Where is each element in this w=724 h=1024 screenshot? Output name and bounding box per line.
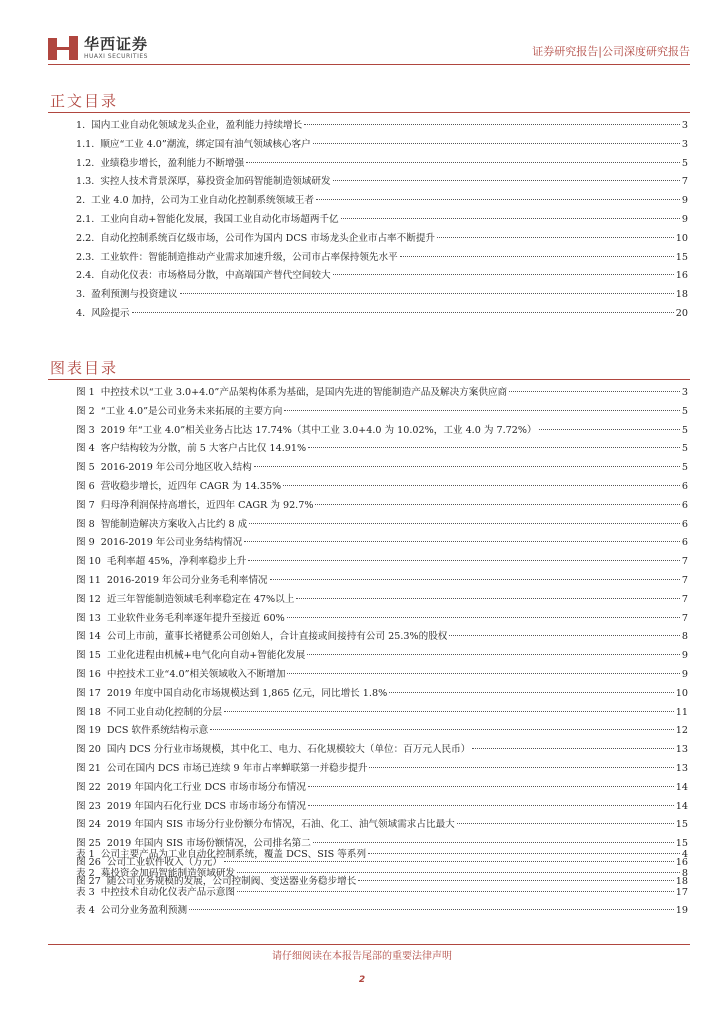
toc-leader-dots xyxy=(287,617,680,618)
figures-list xyxy=(76,384,688,892)
toc-entry-text: 2019 年国内 SIS 市场份额情况，公司排名第二 xyxy=(106,838,311,850)
footer-divider xyxy=(48,944,690,945)
toc-entry-text: 公司分业务盈利预测 xyxy=(100,905,188,917)
toc-entry-page: 9 xyxy=(681,668,688,680)
toc-leader-dots xyxy=(369,767,673,768)
toc-entry-text: 智能制造解决方案收入占比约 8 成 xyxy=(100,518,248,530)
toc-entry-page: 15 xyxy=(675,819,688,831)
toc-entry-text: 募投资金加码智能制造领域研发 xyxy=(100,867,236,879)
toc-leader-dots xyxy=(254,466,680,467)
toc-entry-number: 图 14 xyxy=(76,631,101,643)
toc-leader-dots xyxy=(400,256,674,257)
toc-entry[interactable] xyxy=(76,136,688,155)
toc-entry[interactable] xyxy=(76,440,688,459)
toc-entry-number: 图 2 xyxy=(76,405,95,417)
toc-entry-page: 16 xyxy=(675,270,688,282)
toc-entry-number: 表 3 xyxy=(76,886,95,898)
toc-leader-dots xyxy=(437,237,674,238)
toc-entry[interactable] xyxy=(76,478,688,497)
toc-entry[interactable] xyxy=(76,798,688,817)
toc-entry-text: 公司在国内 DCS 市场已连续 9 年市占率蝉联第一并稳步提升 xyxy=(106,762,368,774)
toc-leader-dots xyxy=(237,891,674,892)
toc-leader-dots xyxy=(389,692,674,693)
toc-leader-dots xyxy=(248,560,680,561)
toc-entry[interactable] xyxy=(76,497,688,516)
toc-entry-page: 3 xyxy=(681,120,688,131)
toc-leader-dots xyxy=(457,823,674,824)
toc-leader-dots xyxy=(246,162,680,163)
toc-entry-text: DCS 软件系统结构示意 xyxy=(106,725,209,737)
toc-entry-page: 7 xyxy=(681,556,688,568)
toc-entry-text: 2016-2019 年公司分业务毛利率情况 xyxy=(106,574,268,586)
toc-entry-text: 工业软件：智能制造推动产业需求加速升级，公司市占率保持领先水平 xyxy=(100,251,398,263)
toc-entry-page: 6 xyxy=(681,518,688,530)
toc-entry-text: 中控技术工业“4.0”相关领域收入不断增加 xyxy=(106,668,286,680)
toc-entry-number: 表 1 xyxy=(76,849,95,860)
toc-leader-dots xyxy=(313,842,674,843)
toc-entry[interactable] xyxy=(76,117,688,136)
toc-entry-page: 11 xyxy=(675,706,688,718)
toc-entry-page: 6 xyxy=(681,499,688,511)
toc-entry-page: 9 xyxy=(681,195,688,207)
toc-entry-text: 实控人技术背景深厚，募投资金加码智能制造领域研发 xyxy=(100,176,331,188)
toc-entry-page: 6 xyxy=(681,480,688,492)
toc-leader-dots xyxy=(132,312,674,313)
toc-leader-dots xyxy=(180,293,674,294)
toc-entry-page: 18 xyxy=(675,289,688,301)
toc-entry[interactable] xyxy=(76,902,688,921)
toc-entry-text: 盈利预测与投资建议 xyxy=(91,289,178,301)
toc-entry-number: 图 27 xyxy=(76,875,101,887)
brand-name-cn: 华西证券 xyxy=(84,35,149,53)
toc-entry-number: 图 8 xyxy=(76,518,95,530)
toc-entry-text: 公司主要产品为工业自动化控制系统，覆盖 DCS、SIS 等系列 xyxy=(100,849,367,860)
brand-name-en: HUAXI SECURITIES xyxy=(84,53,148,60)
toc-entry-page: 19 xyxy=(675,905,688,917)
toc-entry[interactable] xyxy=(76,384,688,403)
toc-entry-text: “工业 4.0”是公司业务未来拓展的主要方向 xyxy=(100,405,283,417)
toc-entry-number: 1. xyxy=(76,120,86,131)
toc-entry-text: 毛利率超 45%，净利率稳步上升 xyxy=(106,556,247,568)
legal-disclaimer: 请仔细阅读在本报告尾部的重要法律声明 xyxy=(272,951,452,962)
toc-entry[interactable] xyxy=(76,666,688,685)
toc-entry-text: 2019 年国内石化行业 DCS 市场市场分布情况 xyxy=(106,800,306,812)
header-divider xyxy=(48,64,690,65)
toc-entry-page: 5 xyxy=(681,462,688,474)
toc-entry-number: 图 9 xyxy=(76,537,95,549)
toc-entry-number: 图 6 xyxy=(76,480,95,492)
toc-entry[interactable] xyxy=(76,534,688,553)
toc-entry-number: 2.1. xyxy=(76,213,95,225)
toc-entry[interactable] xyxy=(76,628,688,647)
toc-entry-text: 工业化进程由机械+电气化向自动+智能化发展 xyxy=(106,650,306,662)
toc-entry-text: 顺应“工业 4.0”潮流，绑定国有油气领域核心客户 xyxy=(100,138,311,150)
figures-title: 图表目录 xyxy=(50,359,119,377)
toc-entry-text: 客户结构较为分散，前 5 大客户占比仅 14.91% xyxy=(100,443,307,455)
toc-entry-text: 自动化控制系统百亿级市场，公司作为国内 DCS 市场龙头企业市占率不断提升 xyxy=(100,232,436,244)
toc-entry[interactable] xyxy=(76,884,688,903)
toc-entry-text: 不同工业自动化控制的分层 xyxy=(106,706,222,718)
toc-entry-number: 图 18 xyxy=(76,706,101,718)
toc-entry-number: 图 21 xyxy=(76,762,101,774)
toc-leader-dots xyxy=(315,504,679,505)
toc-entry-text: 2019 年“工业 4.0”相关业务占比达 17.74%（其中工业 3.0+4.0 为 10.02%，工业 4.0 为 7.72%） xyxy=(100,424,537,436)
toc-leader-dots xyxy=(509,391,680,392)
toc-entry-number: 4. xyxy=(76,307,86,319)
toc-entry[interactable] xyxy=(76,422,688,441)
toc-leader-dots xyxy=(224,711,674,712)
toc-entry-number: 图 15 xyxy=(76,650,101,662)
toc-entry-number: 3. xyxy=(76,289,86,301)
toc-entry[interactable] xyxy=(76,553,688,572)
toc-entry-number: 2. xyxy=(76,195,86,207)
contents-title: 正文目录 xyxy=(50,92,119,110)
toc-entry-number: 图 22 xyxy=(76,781,101,793)
toc-entry-page: 10 xyxy=(675,687,688,699)
toc-entry-text: 国内 DCS 分行业市场规模，其中化工、电力、石化规模较大（单位：百万元人民币） xyxy=(106,744,471,756)
toc-entry-page: 4 xyxy=(681,849,688,860)
toc-entry-text: 2019 年度中国自动化市场规模达到 1,865 亿元，同比增长 1.8% xyxy=(106,687,388,699)
toc-entry-page: 5 xyxy=(681,424,688,436)
toc-entry-page: 9 xyxy=(681,650,688,662)
toc-leader-dots xyxy=(270,579,680,580)
toc-leader-dots xyxy=(287,673,679,674)
toc-entry-text: 中控技术自动化仪表产品示意图 xyxy=(100,886,236,898)
toc-entry[interactable] xyxy=(76,647,688,666)
page-header xyxy=(0,0,724,70)
toc-entry[interactable] xyxy=(76,779,688,798)
toc-entry-text: 营收稳步增长，近四年 CAGR 为 14.35% xyxy=(100,480,282,492)
toc-entry-page: 3 xyxy=(681,387,688,398)
toc-entry[interactable] xyxy=(76,760,688,779)
toc-entry[interactable] xyxy=(76,192,688,211)
toc-entry-text: 工业 4.0 加持，公司为工业自动化控制系统领域王者 xyxy=(91,195,314,207)
toc-leader-dots xyxy=(283,485,680,486)
toc-entry[interactable] xyxy=(76,591,688,610)
toc-entry-number: 1.2. xyxy=(76,157,95,169)
toc-entry-page: 5 xyxy=(681,405,688,417)
toc-entry[interactable] xyxy=(76,173,688,192)
toc-entry-number: 图 24 xyxy=(76,819,101,831)
toc-leader-dots xyxy=(189,909,674,910)
report-type: 证券研究报告|公司深度研究报告 xyxy=(532,45,690,58)
toc-entry-page: 3 xyxy=(681,138,688,150)
page-number: 2 xyxy=(358,975,366,985)
toc-entry-text: 公司工业软件收入（万元） xyxy=(106,856,222,868)
toc-entry[interactable] xyxy=(76,846,688,865)
toc-leader-dots xyxy=(296,598,680,599)
toc-entry-page: 17 xyxy=(675,886,688,898)
toc-entry-page: 8 xyxy=(681,631,688,643)
toc-leader-dots xyxy=(368,853,680,854)
toc-entry-number: 图 12 xyxy=(76,593,101,605)
toc-entry-page: 6 xyxy=(681,537,688,549)
toc-entry-number: 图 20 xyxy=(76,744,101,756)
toc-entry-page: 13 xyxy=(675,762,688,774)
toc-leader-dots xyxy=(304,124,680,125)
toc-entry-text: 2019 年国内 SIS 市场分行业份额分布情况，石油、化工、油气领域需求占比最大 xyxy=(106,819,455,831)
toc-leader-dots xyxy=(333,274,674,275)
toc-entry-number: 2.3. xyxy=(76,251,95,263)
toc-entry-number: 图 5 xyxy=(76,462,95,474)
toc-entry-number: 表 4 xyxy=(76,905,95,917)
toc-entry-text: 近三年智能制造领域毛利率稳定在 47%以上 xyxy=(106,593,295,605)
toc-entry-text: 2019 年国内化工行业 DCS 市场市场分布情况 xyxy=(106,781,306,793)
toc-leader-dots xyxy=(237,872,680,873)
toc-entry-number: 图 11 xyxy=(76,574,101,586)
toc-leader-dots xyxy=(284,410,680,411)
toc-entry-number: 图 23 xyxy=(76,800,101,812)
toc-leader-dots xyxy=(210,729,674,730)
toc-entry[interactable] xyxy=(76,230,688,249)
toc-entry[interactable] xyxy=(76,572,688,591)
toc-entry-number: 图 7 xyxy=(76,499,95,511)
toc-entry-page: 12 xyxy=(675,725,688,737)
figures-title-divider xyxy=(48,379,690,380)
toc-leader-dots xyxy=(308,786,674,787)
toc-leader-dots xyxy=(249,523,680,524)
toc-entry[interactable] xyxy=(76,704,688,723)
toc-leader-dots xyxy=(308,447,680,448)
toc-entry-number: 图 19 xyxy=(76,725,101,737)
toc-entry-text: 自动化仪表：市场格局分散，中高端国产替代空间较大 xyxy=(100,270,331,282)
toc-entry-page: 14 xyxy=(675,800,688,812)
toc-entry[interactable] xyxy=(76,305,688,324)
toc-entry-number: 1.1. xyxy=(76,138,95,150)
toc-leader-dots xyxy=(333,180,680,181)
toc-entry-text: 工业软件业务毛利率逐年提升至接近 60% xyxy=(106,612,285,624)
toc-leader-dots xyxy=(313,143,680,144)
toc-leader-dots xyxy=(244,541,680,542)
toc-entry-number: 图 17 xyxy=(76,687,101,699)
toc-entry-page: 16 xyxy=(675,856,688,868)
toc-entry[interactable] xyxy=(76,155,688,174)
toc-entry-number: 图 3 xyxy=(76,424,95,436)
toc-entry-page: 15 xyxy=(675,838,688,850)
toc-entry-page: 13 xyxy=(675,744,688,756)
toc-entry-page: 18 xyxy=(675,875,688,887)
toc-entry-number: 图 10 xyxy=(76,556,101,568)
tables-list xyxy=(76,846,688,921)
toc-entry-page: 7 xyxy=(681,593,688,605)
toc-entry-number: 图 4 xyxy=(76,443,95,455)
toc-entry-page: 5 xyxy=(681,443,688,455)
toc-entry-number: 1.3. xyxy=(76,176,95,188)
toc-entry[interactable] xyxy=(76,249,688,268)
toc-entry-text: 归母净利润保持高增长，近四年 CAGR 为 92.7% xyxy=(100,499,314,511)
toc-entry-text: 中控技术以“工业 3.0+4.0”产品架构体系为基础，是国内先进的智能制造产品及解决方案供应商 xyxy=(100,387,508,398)
toc-entry-page: 7 xyxy=(681,574,688,586)
toc-entry-page: 15 xyxy=(675,251,688,263)
huaxi-logo-icon xyxy=(48,36,78,60)
toc-leader-dots xyxy=(539,429,680,430)
toc-entry[interactable] xyxy=(76,403,688,422)
toc-entry-text: 工业向自动+智能化发展，我国工业自动化市场超两千亿 xyxy=(100,213,339,225)
toc-leader-dots xyxy=(472,748,673,749)
toc-entry-page: 14 xyxy=(675,781,688,793)
toc-leader-dots xyxy=(449,635,680,636)
toc-entry-number: 表 2 xyxy=(76,867,95,879)
toc-entry[interactable] xyxy=(76,865,688,884)
toc-entry-text: 2016-2019 年公司业务结构情况 xyxy=(100,537,243,549)
toc-entry-number: 图 13 xyxy=(76,612,101,624)
toc-entry-page: 9 xyxy=(681,213,688,225)
toc-entry[interactable] xyxy=(76,816,688,835)
toc-entry[interactable] xyxy=(76,741,688,760)
toc-entry-number: 图 25 xyxy=(76,838,101,850)
toc-leader-dots xyxy=(308,805,674,806)
toc-entry[interactable] xyxy=(76,286,688,305)
toc-entry[interactable] xyxy=(76,722,688,741)
toc-leader-dots xyxy=(316,199,680,200)
toc-entry-text: 业绩稳步增长，盈利能力不断增强 xyxy=(100,157,245,169)
contents-title-divider xyxy=(48,112,690,113)
toc-entry[interactable] xyxy=(76,685,688,704)
contents-list xyxy=(76,117,688,324)
toc-entry[interactable] xyxy=(76,516,688,535)
toc-entry-page: 10 xyxy=(675,232,688,244)
toc-entry-page: 8 xyxy=(681,867,688,879)
toc-entry-text: 公司上市前，董事长褚健系公司创始人，合计直接或间接持有公司 25.3%的股权 xyxy=(106,631,448,643)
toc-entry-text: 国内工业自动化领域龙头企业，盈利能力持续增长 xyxy=(91,120,303,131)
toc-entry-number: 2.2. xyxy=(76,232,95,244)
toc-entry[interactable] xyxy=(76,211,688,230)
toc-entry[interactable] xyxy=(76,610,688,629)
toc-entry[interactable] xyxy=(76,267,688,286)
toc-entry-number: 2.4. xyxy=(76,270,95,282)
toc-leader-dots xyxy=(307,654,680,655)
toc-entry-number: 图 26 xyxy=(76,856,101,868)
toc-entry-page: 7 xyxy=(681,612,688,624)
toc-entry[interactable] xyxy=(76,459,688,478)
toc-entry-text: 2016-2019 年公司分地区收入结构 xyxy=(100,462,252,474)
toc-entry-text: 风险提示 xyxy=(91,307,130,319)
toc-entry-page: 5 xyxy=(681,157,688,169)
toc-entry-text: 随公司业务规模的发展，公司控制阀、变送器业务稳步增长 xyxy=(106,875,357,887)
toc-entry-page: 7 xyxy=(681,176,688,188)
toc-entry-number: 图 1 xyxy=(76,387,95,398)
toc-leader-dots xyxy=(341,218,680,219)
toc-entry-number: 图 16 xyxy=(76,668,101,680)
toc-entry-page: 20 xyxy=(675,307,688,319)
